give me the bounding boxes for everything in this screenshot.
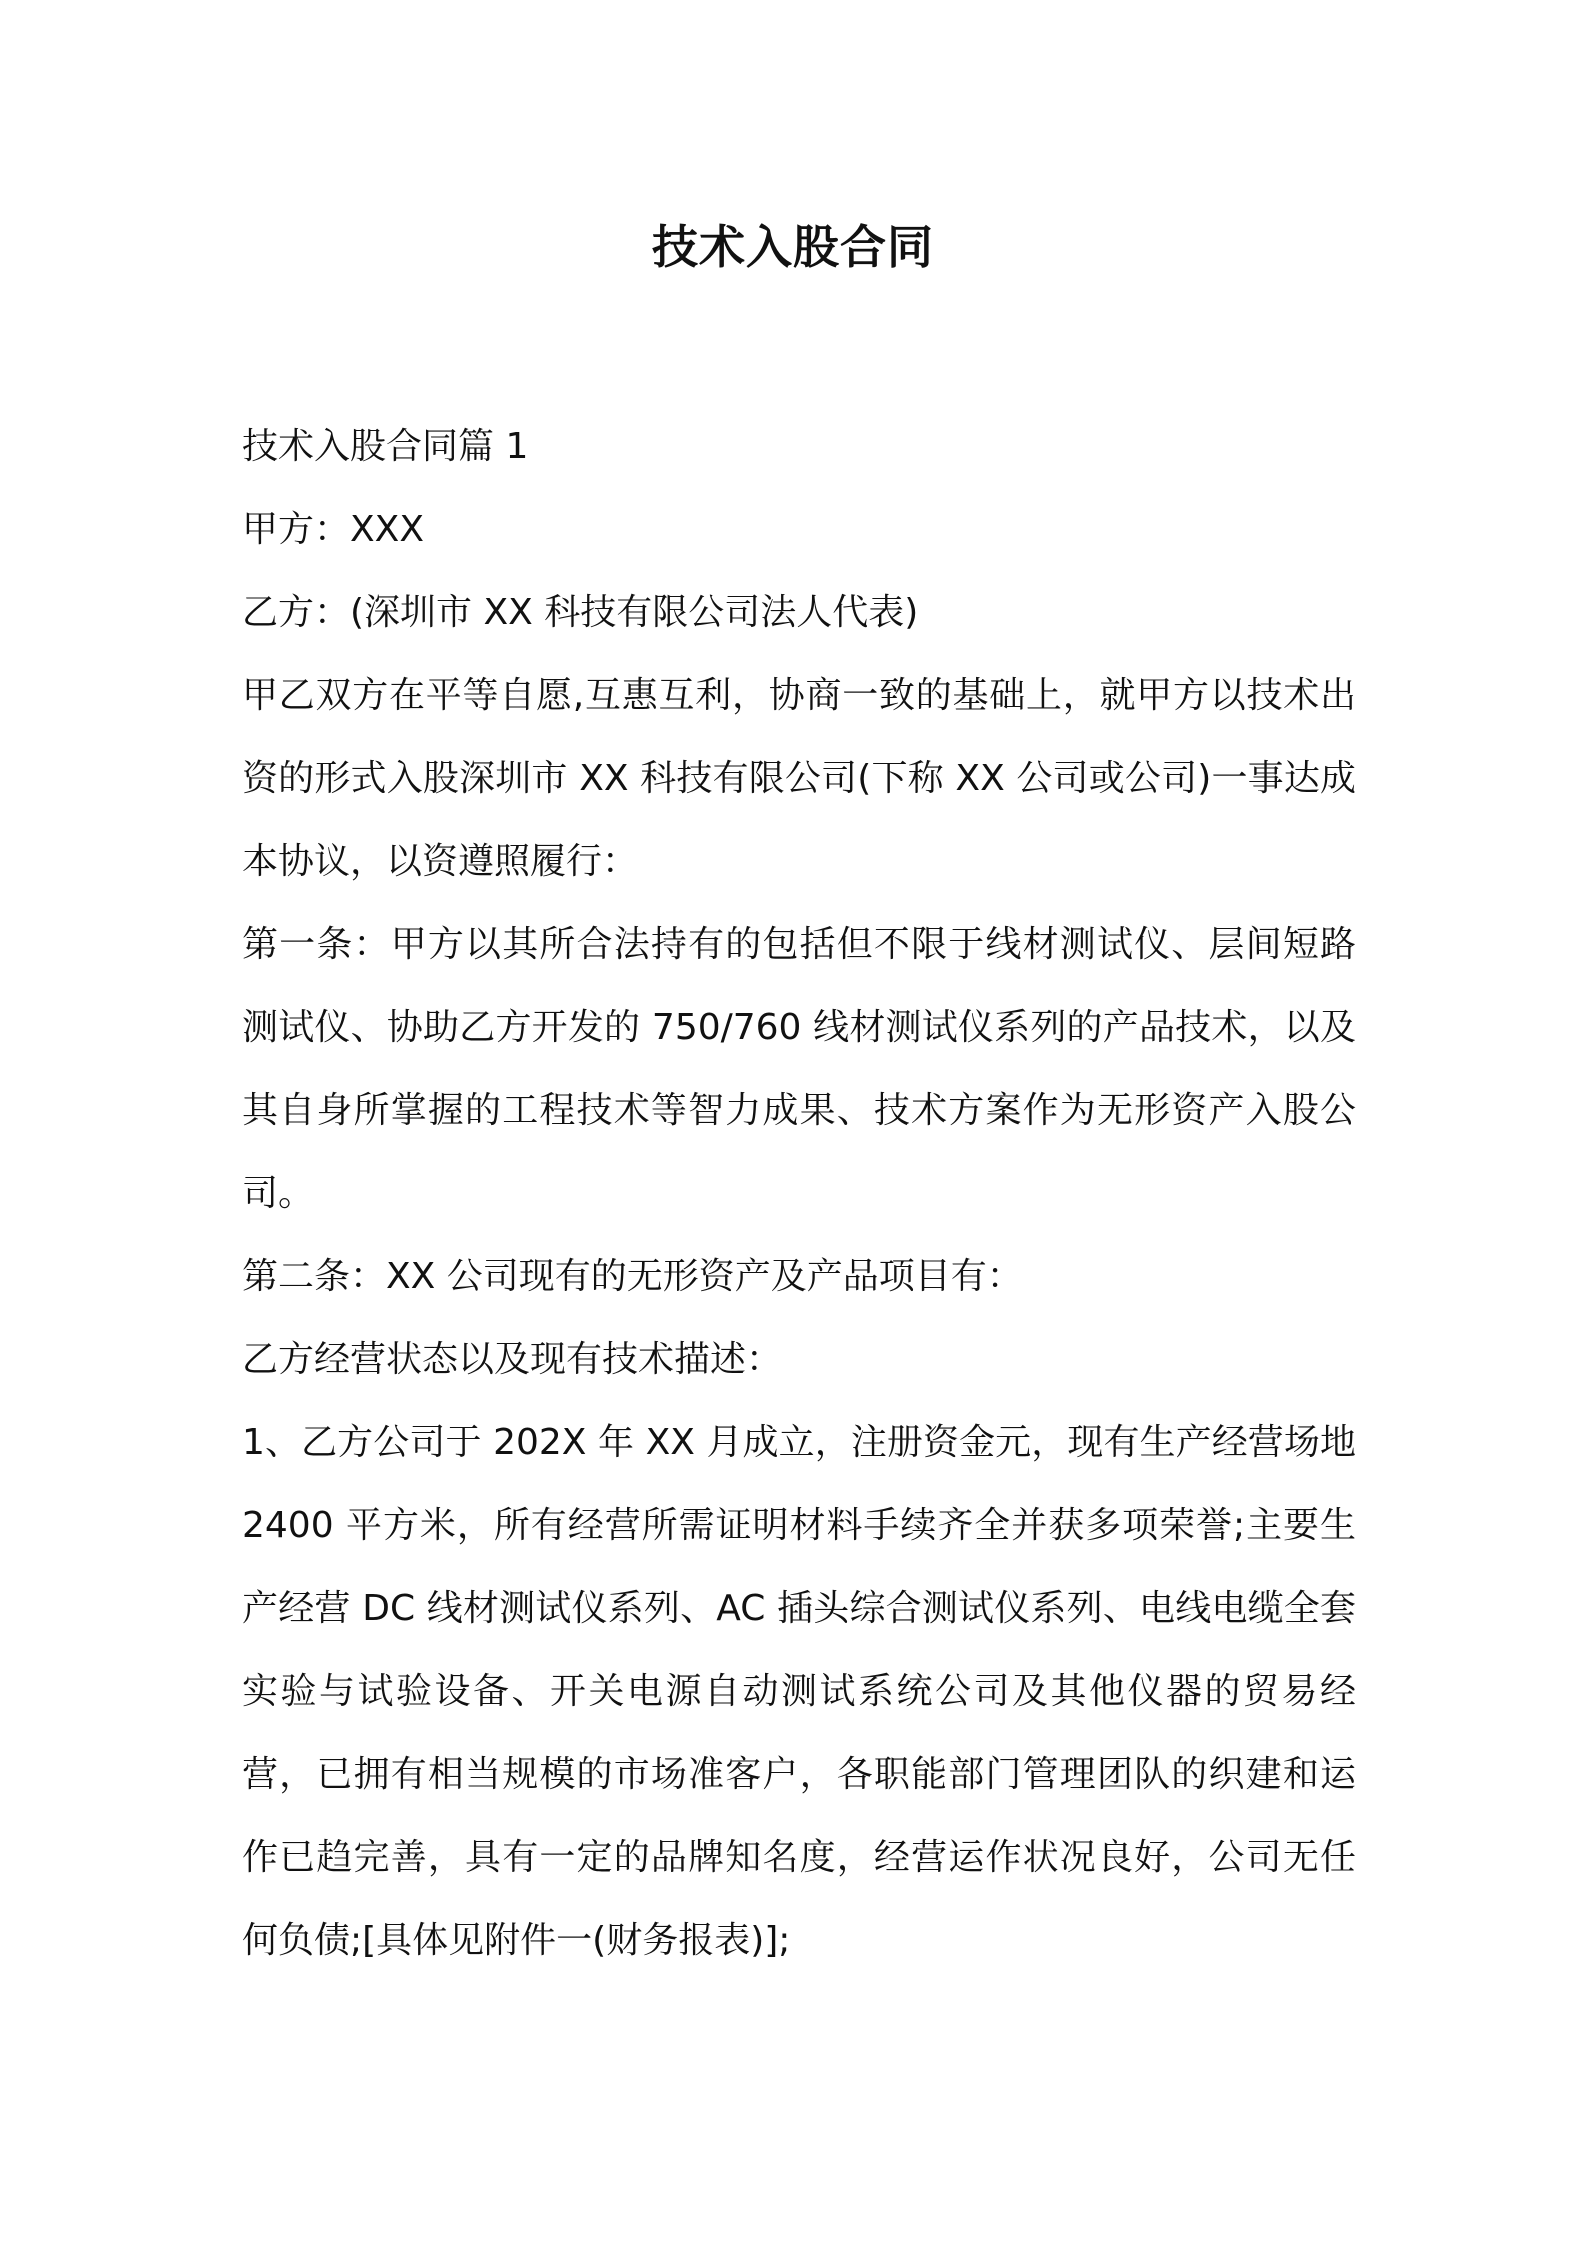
- party-b-status-heading: 乙方经营状态以及现有技术描述：: [242, 1339, 783, 1380]
- item-1-paragraph: 1、乙方公司于 202X 年 XX 月成立，注册资金元，现有生产经营场地2400 平方米，所有经营所需证明材料手续齐全并获多项荣誉;主要生产经营 DC 线材测试仪系列、AC 插头综合测试仪系列、电线电缆全套实验与试验设备、开关电源自动测试系统公司及其他仪器的贸易经营，已拥有相当规模的市场准客户，各职能部门管理团队的织建和运作已趋完善，具有一定的品牌知名度，经营运作状况良好，公司无任何负债;[具体见附件一(财务报表)];: [242, 1422, 1356, 1961]
- section-title: 技术入股合同篇 1: [242, 426, 529, 467]
- party-b: 乙方：(深圳市 XX 科技有限公司法人代表): [242, 592, 919, 633]
- preamble-paragraph: 甲乙双方在平等自愿,互惠互利，协商一致的基础上，就甲方以技术出资的形式入股深圳市 XX 科技有限公司(下称 XX 公司或公司)一事达成本协议，以资遵照履行：: [242, 675, 1356, 882]
- article-2-paragraph: 第二条：XX 公司现有的无形资产及产品项目有：: [242, 1256, 1023, 1297]
- document-body: [242, 405, 1356, 1982]
- article-1-paragraph: 第一条：甲方以其所合法持有的包括但不限于线材测试仪、层间短路测试仪、协助乙方开发的 750/760 线材测试仪系列的产品技术，以及其自身所掌握的工程技术等智力成果、技术方案作为无形资产入股公司。: [242, 924, 1356, 1214]
- document-title: 技术入股合同: [652, 220, 934, 274]
- party-a: 甲方：XXX: [242, 509, 424, 550]
